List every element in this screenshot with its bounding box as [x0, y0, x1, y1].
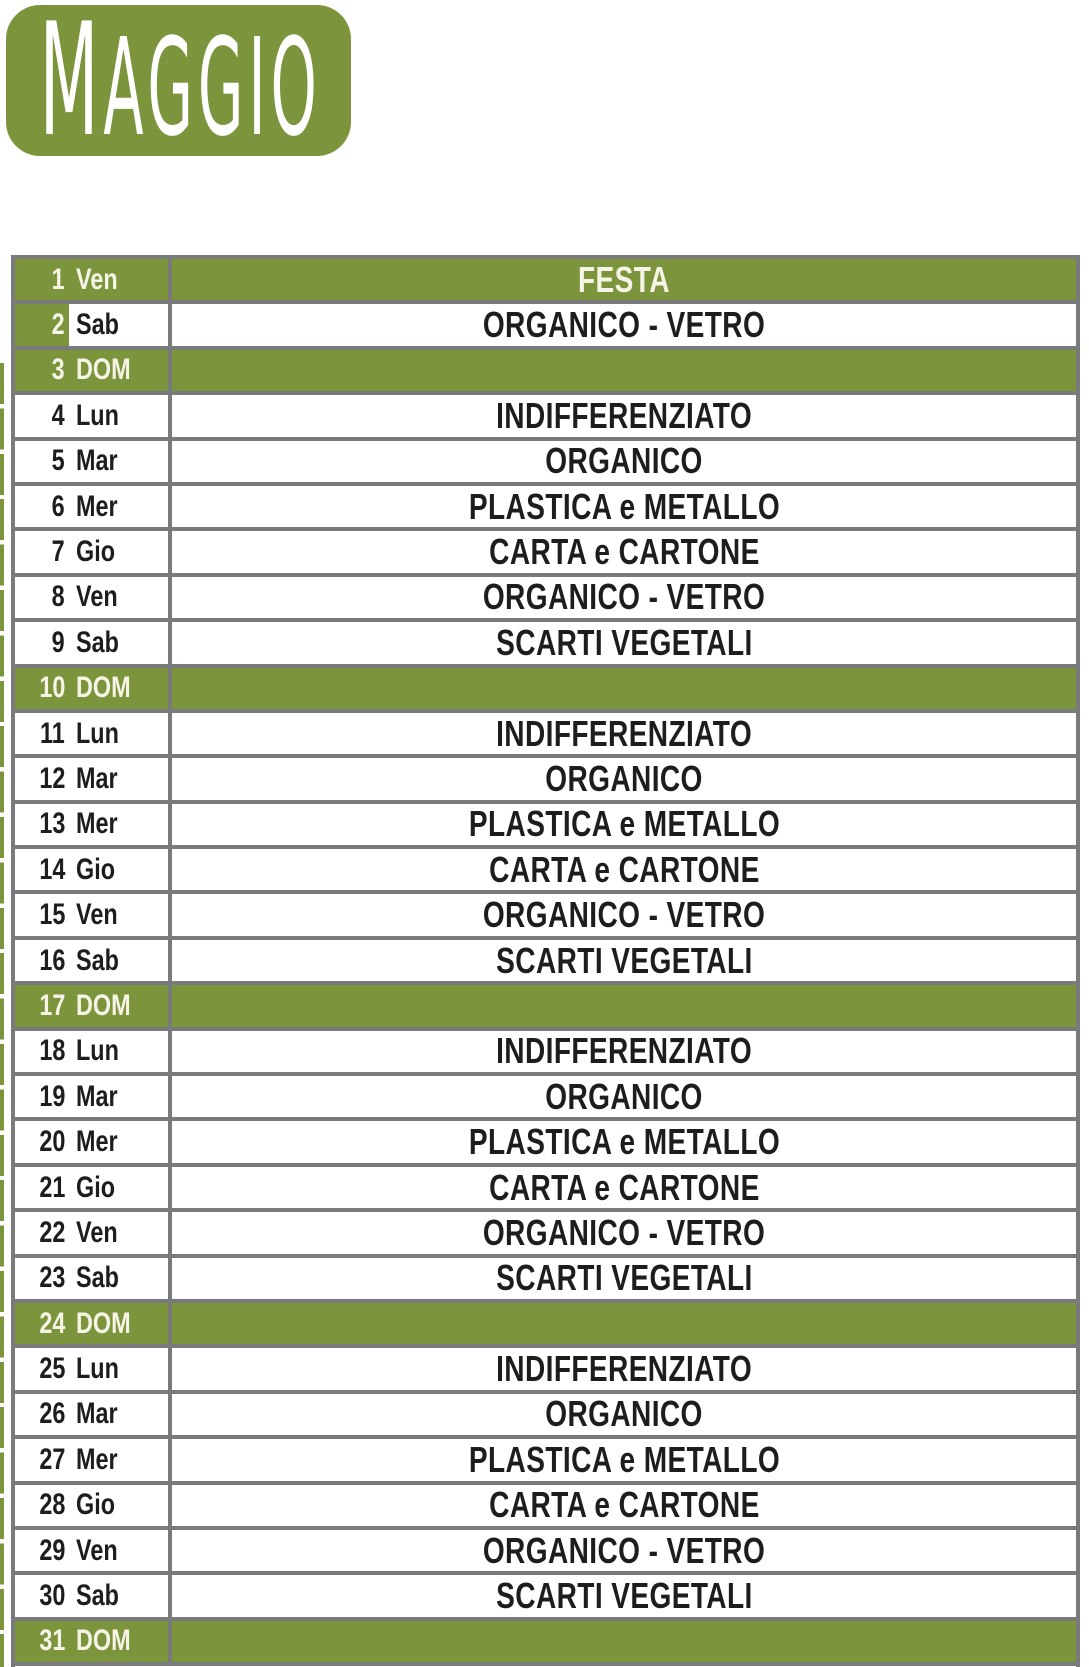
- day-number: 4: [51, 398, 65, 432]
- collection-type: INDIFFERENZIATO: [496, 1030, 752, 1072]
- day-name: DOM: [76, 671, 131, 705]
- collection-type: ORGANICO: [545, 1393, 703, 1435]
- table-row: [15, 1167, 1076, 1212]
- table-row: [15, 486, 1076, 531]
- collection-cell: [172, 1303, 1076, 1344]
- table-row: [15, 1212, 1076, 1257]
- table-row: [15, 531, 1076, 576]
- day-cell: [15, 486, 172, 527]
- collection-cell: [172, 1348, 1076, 1389]
- day-cell: [15, 622, 172, 663]
- day-number: 17: [38, 988, 65, 1022]
- day-cell: [15, 1394, 172, 1435]
- collection-cell: [172, 1530, 1076, 1571]
- collection-cell: [172, 1394, 1076, 1435]
- day-cell: [15, 1348, 172, 1389]
- collection-cell: [172, 577, 1076, 618]
- table-row: [15, 804, 1076, 849]
- day-name: Ven: [76, 1215, 118, 1249]
- table-row: [15, 350, 1076, 395]
- day-number: 5: [51, 444, 65, 478]
- collection-type: SCARTI VEGETALI: [495, 1575, 753, 1617]
- collection-type: PLASTICA e METALLO: [468, 1121, 780, 1163]
- day-cell: [15, 1258, 172, 1299]
- collection-cell: [172, 1121, 1076, 1162]
- day-name: Lun: [76, 1352, 119, 1386]
- day-number: 12: [38, 761, 65, 795]
- collection-type: INDIFFERENZIATO: [496, 1348, 752, 1390]
- table-row: [15, 1076, 1076, 1121]
- day-number: 10: [38, 671, 65, 705]
- day-name: Mar: [76, 444, 118, 478]
- collection-type: SCARTI VEGETALI: [495, 1257, 753, 1299]
- day-name: Lun: [76, 1034, 119, 1068]
- table-row: [15, 1485, 1076, 1530]
- collection-cell: [172, 395, 1076, 436]
- collection-type: PLASTICA e METALLO: [468, 485, 780, 527]
- table-row: [15, 758, 1076, 803]
- day-cell: [15, 304, 172, 345]
- day-cell: [15, 940, 172, 981]
- collection-cell: [172, 1258, 1076, 1299]
- day-cell: [15, 1167, 172, 1208]
- day-cell: [15, 668, 172, 709]
- day-number: 29: [38, 1533, 65, 1567]
- day-number: 24: [38, 1306, 65, 1340]
- collection-cell: [172, 985, 1076, 1026]
- table-row: [15, 259, 1076, 304]
- collection-type: ORGANICO: [545, 758, 703, 799]
- day-cell: [15, 1485, 172, 1526]
- day-name: Sab: [76, 943, 119, 977]
- collection-cell: [172, 486, 1076, 527]
- collection-cell: [172, 1485, 1076, 1526]
- table-row: [15, 441, 1076, 486]
- day-name: Gio: [76, 535, 115, 569]
- day-cell: [15, 1530, 172, 1571]
- day-number: 6: [51, 489, 65, 523]
- month-badge: [6, 0, 351, 171]
- collection-cell: [172, 1031, 1076, 1072]
- collection-type: CARTA e CARTONE: [488, 531, 760, 573]
- collection-cell: [172, 668, 1076, 709]
- day-name: Gio: [76, 1488, 115, 1522]
- day-name: Mar: [76, 1079, 118, 1113]
- collection-cell: [172, 713, 1076, 754]
- collection-cell: [172, 531, 1076, 572]
- day-cell: [15, 804, 172, 845]
- table-row: [15, 1348, 1076, 1393]
- day-number: 19: [38, 1079, 65, 1113]
- day-name: Sab: [76, 625, 119, 659]
- day-number: 16: [38, 943, 65, 977]
- table-row: [15, 1439, 1076, 1484]
- collection-type: SCARTI VEGETALI: [495, 621, 753, 663]
- table-row: [15, 940, 1076, 985]
- day-number: 9: [51, 625, 65, 659]
- day-cell: [15, 985, 172, 1026]
- day-number: 22: [38, 1215, 65, 1249]
- day-name: Ven: [76, 580, 118, 614]
- day-name: Mar: [76, 761, 118, 795]
- collection-type: CARTA e CARTONE: [488, 1484, 760, 1526]
- month-title: MAGGIO: [39, 0, 322, 171]
- day-name: DOM: [76, 1624, 131, 1658]
- collection-type: FESTA: [578, 258, 670, 300]
- day-number: 1: [51, 262, 65, 296]
- collection-type: ORGANICO - VETRO: [482, 304, 766, 346]
- collection-cell: [172, 259, 1076, 300]
- table-row: [15, 849, 1076, 894]
- day-number: 26: [38, 1397, 65, 1431]
- day-number: 28: [38, 1488, 65, 1522]
- collection-cell: [172, 350, 1076, 391]
- collection-type: ORGANICO - VETRO: [482, 576, 766, 618]
- day-number: 18: [38, 1034, 65, 1068]
- day-number: 25: [38, 1352, 65, 1386]
- day-name: Lun: [76, 716, 119, 750]
- collection-cell: [172, 622, 1076, 663]
- day-cell: [15, 350, 172, 391]
- collection-type: SCARTI VEGETALI: [495, 939, 753, 981]
- day-cell: [15, 1439, 172, 1480]
- day-name: Sab: [76, 1261, 119, 1295]
- collection-cell: [172, 1621, 1076, 1662]
- day-name: Sab: [76, 308, 119, 342]
- day-name: Ven: [76, 262, 118, 296]
- day-number: 31: [38, 1624, 65, 1658]
- collection-cell: [172, 894, 1076, 935]
- collection-cell: [172, 1439, 1076, 1480]
- day-cell: [15, 259, 172, 300]
- collection-type: ORGANICO - VETRO: [482, 1529, 766, 1571]
- collection-calendar: [11, 255, 1080, 1667]
- day-number: 8: [51, 580, 65, 614]
- day-name: DOM: [76, 1306, 131, 1340]
- table-row: [15, 622, 1076, 667]
- day-number: 2: [15, 304, 69, 345]
- day-cell: [15, 849, 172, 890]
- day-number: 30: [38, 1579, 65, 1613]
- day-cell: [15, 713, 172, 754]
- collection-type: ORGANICO - VETRO: [482, 894, 766, 936]
- table-row: [15, 894, 1076, 939]
- day-number: 7: [51, 535, 65, 569]
- table-row: [15, 985, 1076, 1030]
- day-cell: [15, 577, 172, 618]
- day-name: Ven: [76, 898, 118, 932]
- day-name: Mer: [76, 807, 118, 841]
- day-cell: [15, 1575, 172, 1616]
- day-cell: [15, 395, 172, 436]
- collection-cell: [172, 1575, 1076, 1616]
- table-row: [15, 577, 1076, 622]
- day-number: 20: [38, 1125, 65, 1159]
- table-row: [15, 1621, 1076, 1666]
- day-number: 11: [40, 716, 65, 750]
- day-name: Mar: [76, 1397, 118, 1431]
- day-cell: [15, 1031, 172, 1072]
- collection-type: ORGANICO: [545, 440, 703, 482]
- table-row: [15, 1031, 1076, 1076]
- collection-type: INDIFFERENZIATO: [496, 394, 752, 436]
- day-cell: [15, 441, 172, 482]
- day-cell: [15, 1621, 172, 1662]
- day-cell: [15, 758, 172, 799]
- table-row: [15, 395, 1076, 440]
- collection-type: PLASTICA e METALLO: [468, 1438, 780, 1480]
- day-name: DOM: [76, 353, 131, 387]
- collection-type: INDIFFERENZIATO: [496, 712, 752, 754]
- day-name: Gio: [76, 1170, 115, 1204]
- day-number: 21: [38, 1170, 65, 1204]
- day-cell: [15, 1076, 172, 1117]
- collection-type: ORGANICO - VETRO: [482, 1211, 766, 1253]
- table-row: [15, 1258, 1076, 1303]
- day-name: Mer: [76, 1442, 118, 1476]
- collection-type: CARTA e CARTONE: [488, 1166, 760, 1208]
- collection-type: PLASTICA e METALLO: [468, 803, 780, 845]
- day-cell: [15, 531, 172, 572]
- day-number: 23: [38, 1261, 65, 1295]
- day-number: 3: [51, 353, 65, 387]
- day-cell: [15, 894, 172, 935]
- day-cell: [15, 1121, 172, 1162]
- collection-cell: [172, 1076, 1076, 1117]
- day-number: 13: [38, 807, 65, 841]
- day-number: 27: [38, 1442, 65, 1476]
- collection-cell: [172, 1212, 1076, 1253]
- day-name: Gio: [76, 852, 115, 886]
- table-row: [15, 713, 1076, 758]
- table-row: [15, 304, 1076, 349]
- collection-type: ORGANICO: [545, 1075, 703, 1117]
- collection-cell: [172, 940, 1076, 981]
- table-row: [15, 1394, 1076, 1439]
- day-number: 15: [38, 898, 65, 932]
- day-cell: [15, 1303, 172, 1344]
- collection-cell: [172, 804, 1076, 845]
- table-row: [15, 1530, 1076, 1575]
- collection-cell: [172, 1167, 1076, 1208]
- collection-cell: [172, 758, 1076, 799]
- page-edge-strip: [0, 363, 4, 1667]
- day-name: Mer: [76, 1125, 118, 1159]
- table-row: [15, 1575, 1076, 1620]
- table-row: [15, 1121, 1076, 1166]
- collection-type: CARTA e CARTONE: [488, 848, 760, 890]
- day-name: Ven: [76, 1533, 118, 1567]
- day-name: Mer: [76, 489, 118, 523]
- day-number: 14: [38, 852, 65, 886]
- collection-cell: [172, 441, 1076, 482]
- collection-cell: [172, 304, 1076, 345]
- day-cell: [15, 1212, 172, 1253]
- day-name: Sab: [76, 1579, 119, 1613]
- day-name: Lun: [76, 398, 119, 432]
- day-name: DOM: [76, 988, 131, 1022]
- collection-cell: [172, 849, 1076, 890]
- table-row: [15, 1303, 1076, 1348]
- table-row: [15, 668, 1076, 713]
